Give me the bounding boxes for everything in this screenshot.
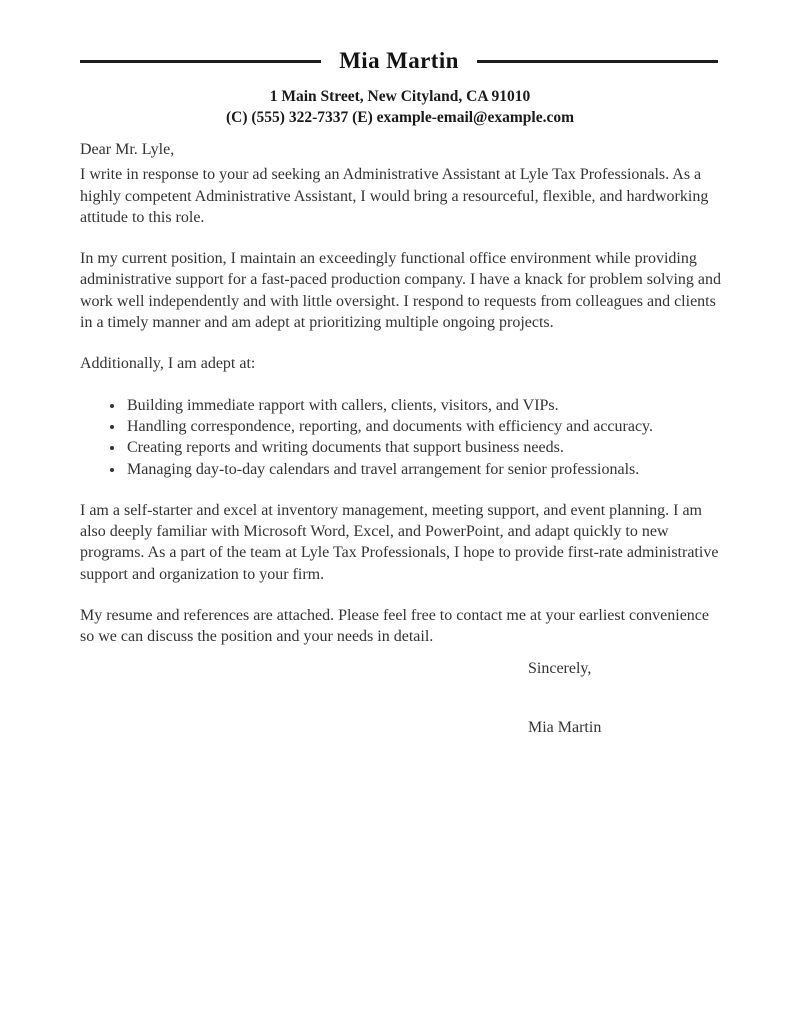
paragraph-intro: I write in response to your ad seeking an Administrative Assistant at Lyle Tax Professionals. As a highly competent Administrative Assistant, I would bring a resourceful, flexible, and hardworking attitude to this role. (80, 166, 709, 226)
skills-bullet-list (80, 395, 722, 480)
signature-name: Mia Martin (528, 718, 602, 736)
bullet-calendars: • Managing day-to-day calendars and travel arrangement for senior professionals. (125, 459, 722, 480)
valediction: Sincerely, (528, 659, 592, 677)
letter-header (80, 48, 718, 74)
bullet-correspondence: • Handling correspondence, reporting, and documents with efficiency and accuracy. (125, 416, 722, 437)
bullet-rapport: • Building immediate rapport with callers, clients, visitors, and VIPs. (125, 395, 722, 416)
paragraph-resume: My resume and references are attached. Please feel free to contact me at your earliest convenience so we can discuss the position and your needs in detail. (80, 607, 709, 646)
header-rule-left (80, 60, 321, 63)
paragraph-adept-lead: Additionally, I am adept at: (80, 355, 256, 373)
contact-info-block (0, 86, 800, 128)
street-address-line: 1 Main Street, New Cityland, CA 91010 (269, 88, 531, 105)
salutation: Dear Mr. Lyle, (80, 141, 175, 158)
paragraph-skills: I am a self-starter and excel at inventory management, meeting support, and event planning. I am also deeply familiar with Microsoft Word, Excel, and PowerPoint, and adapt quickly to new programs. As a part of the team at Lyle Tax Professionals, I hope to provide first-rate administrative support and organization to your firm. (80, 501, 719, 583)
header-rule-right (477, 60, 718, 63)
paragraph-current-position: In my current position, I maintain an exceedingly functional office environment while providing administrative support for a fast-paced production company. I have a knack for problem solving and work well independently and with little oversight. I respond to requests from colleagues and clients in a timely manner and am adept at prioritizing multiple ongoing projects. (80, 250, 721, 332)
letter-body (80, 139, 722, 738)
applicant-name-heading: Mia Martin (339, 48, 459, 73)
phone-email-line: (C) (555) 322-7337 (E) example-email@example.com (225, 109, 574, 126)
bullet-reports: • Creating reports and writing documents that support business needs. (125, 437, 722, 458)
